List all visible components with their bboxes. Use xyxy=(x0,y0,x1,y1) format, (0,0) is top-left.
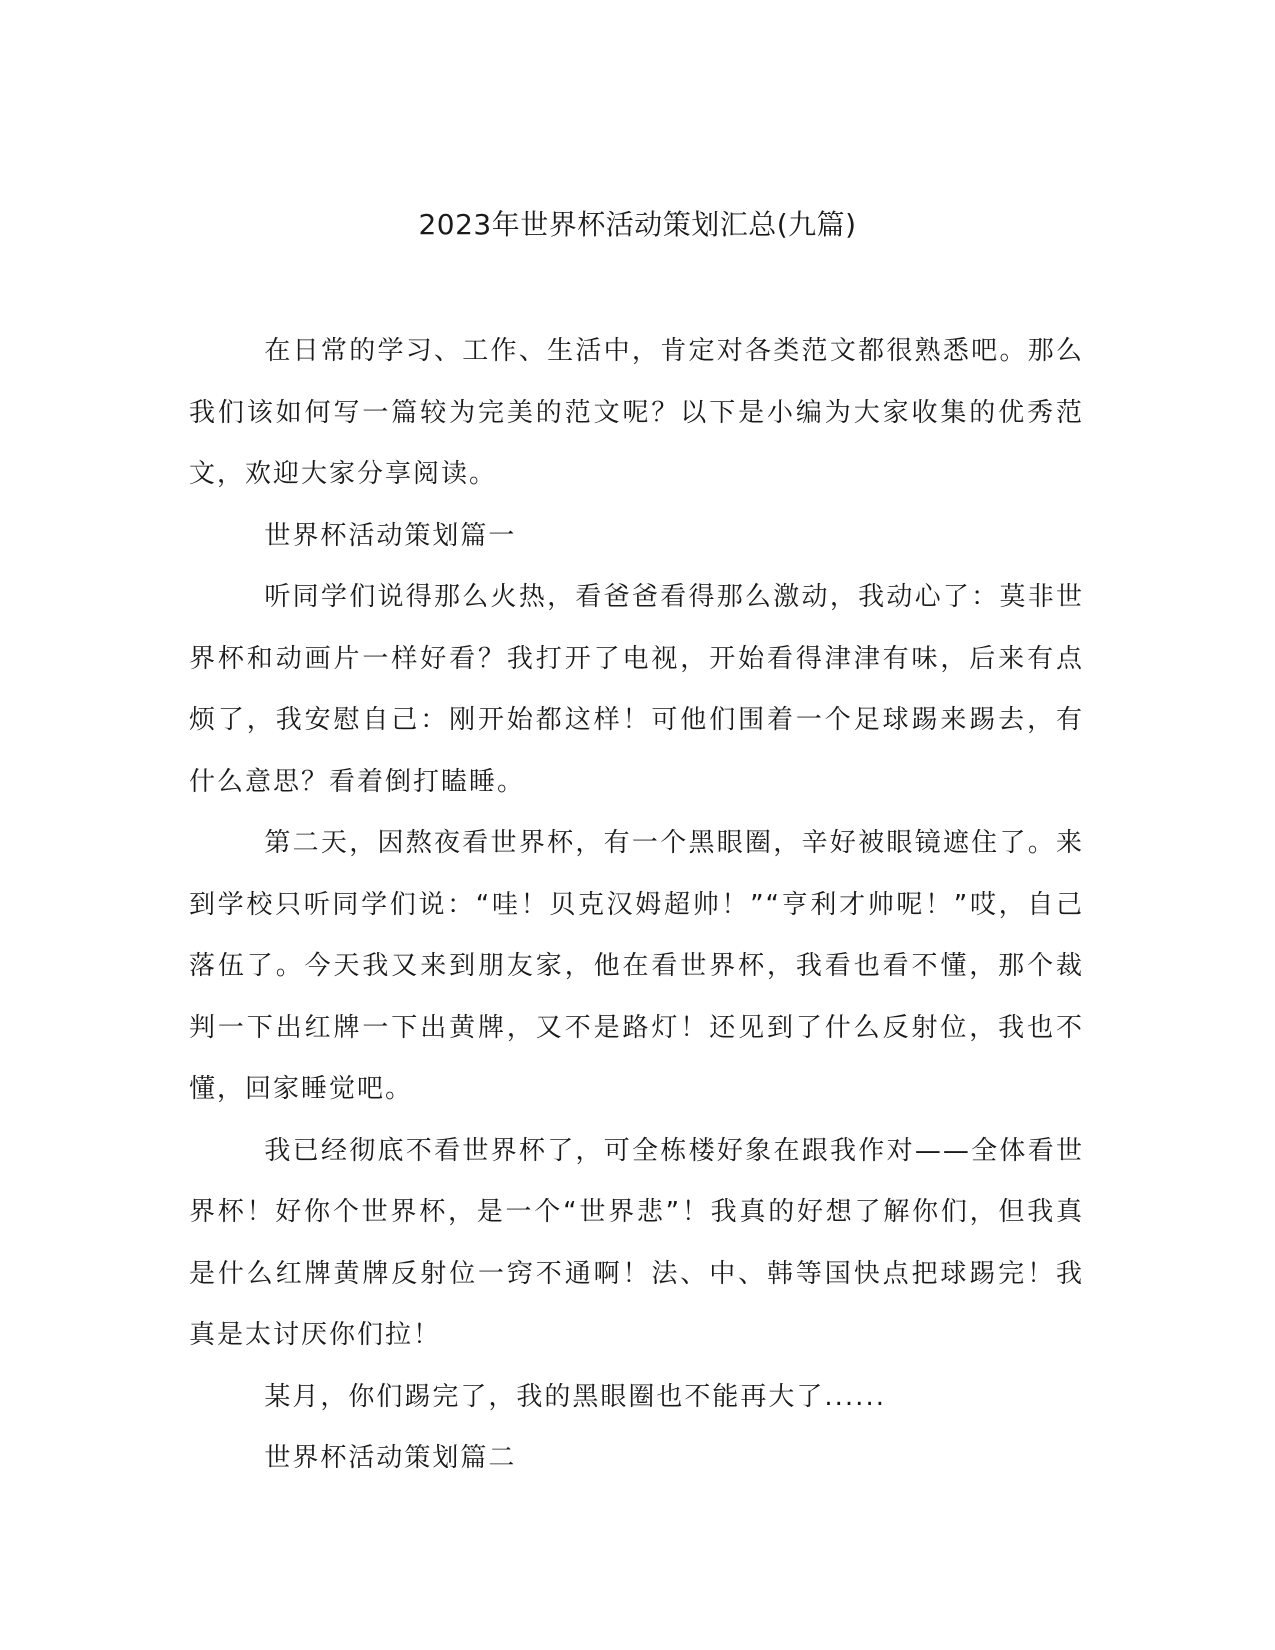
body-paragraph-4: 某月，你们踢完了，我的黑眼圈也不能再大了...... xyxy=(264,1381,886,1412)
body-paragraph-2: 第二天，因熬夜看世界杯，有一个黑眼圈，辛好被眼镜遮住了。来到学校只听同学们说：“哇！贝克汉姆超帅！”“亨利才帅呢！”哎，自己落伍了。今天我又来到朋友家，他在看世界杯，我看也看不懂，那个裁判一下出红牌一下出黄牌，又不是路灯！还见到了什么反射位，我也不懂，回家睡觉吧。 xyxy=(189,828,1084,1104)
section-heading-1: 世界杯活动策划篇一 xyxy=(264,520,517,551)
section-heading-2: 世界杯活动策划篇二 xyxy=(264,1443,517,1473)
document-title: 2023年世界杯活动策划汇总(九篇) xyxy=(418,208,857,241)
intro-paragraph: 在日常的学习、工作、生活中，肯定对各类范文都很熟悉吧。那么我们该如何写一篇较为完美的范文呢？以下是小编为大家收集的优秀范文，欢迎大家分享阅读。 xyxy=(189,336,1084,489)
document-body xyxy=(189,321,1084,1490)
body-paragraph-1: 听同学们说得那么火热，看爸爸看得那么激动，我动心了：莫非世界杯和动画片一样好看？我打开了电视，开始看得津津有味，后来有点烦了，我安慰自己：刚开始都这样！可他们围着一个足球踢来踢去，有什么意思？看着倒打瞌睡。 xyxy=(189,582,1084,797)
body-paragraph-3: 我已经彻底不看世界杯了，可全栋楼好象在跟我作对——全体看世界杯！好你个世界杯，是一个“世界悲”！我真的好想了解你们，但我真是什么红牌黄牌反射位一窍不通啊！法、中、韩等国快点把球踢完！我真是太讨厌你们拉！ xyxy=(189,1135,1084,1350)
